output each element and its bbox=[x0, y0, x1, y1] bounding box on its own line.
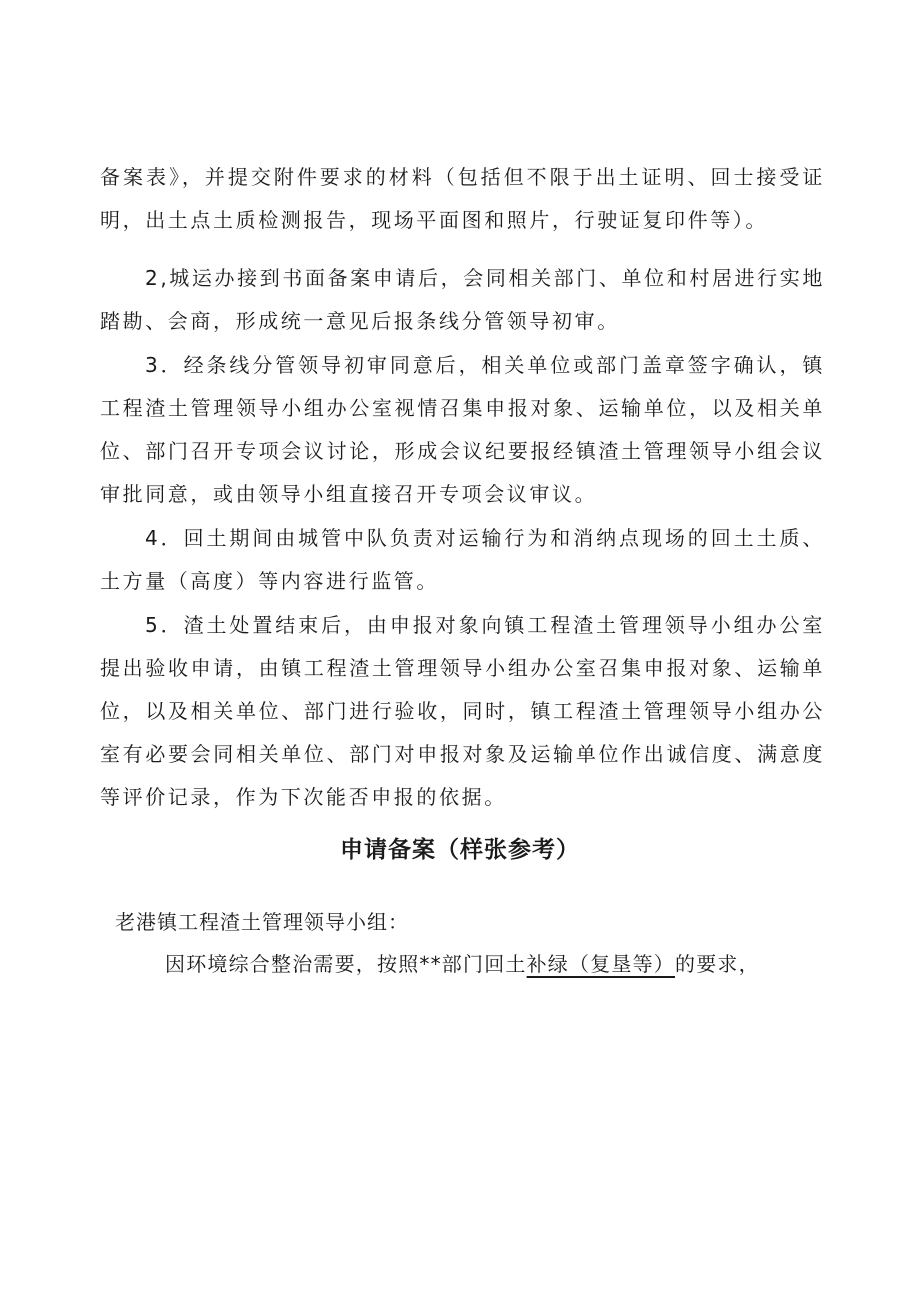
paragraph-step-3: 3．经条线分管领导初审同意后，相关单位或部门盖章签字确认，镇工程渣土管理领导小组办公室视情召集申报对象、运输单位，以及相关单位、部门召开专项会议讨论，形成会议纪要报经镇渣土管理领导小组会议审批同意，或由领导小组直接召开专项会议审议。 bbox=[100, 353, 825, 506]
application-body-line bbox=[165, 944, 760, 984]
paragraph-step-5: 5．渣土处置结束后，由申报对象向镇工程渣土管理领导小组办公室提出验收申请，由镇工程渣土管理领导小组办公室召集申报对象、运输单位，以及相关单位、部门进行验收，同时，镇工程渣土管理领导小组办公室有必要会同相关单位、部门对申报对象及运输单位作出诚信度、满意度等评价记录，作为下次能否申报的依据。 bbox=[100, 613, 825, 809]
body-line-start: 因环境综合整治需要，按照**部门回土 bbox=[165, 952, 527, 976]
addressee: 老港镇工程渣土管理领导小组： bbox=[115, 910, 409, 934]
paragraph-step-2: 2,城运办接到书面备案申请后，会同相关部门、单位和村居进行实地踏勘、会商，形成统一意见后报条线分管领导初审。 bbox=[100, 266, 825, 333]
paragraph-step-4: 4．回土期间由城管中队负责对运输行为和消纳点现场的回土土质、土方量（高度）等内容进行监管。 bbox=[100, 526, 825, 593]
paragraph-materials: 备案表》，并提交附件要求的材料（包括但不限于出土证明、回士接受证明，出土点土质检测报告，现场平面图和照片，行驶证复印件等）。 bbox=[100, 165, 825, 232]
body-line-underlined: 补绿（复垦等） bbox=[526, 952, 676, 976]
body-line-end: 的要求， bbox=[675, 952, 760, 976]
sample-title: 申请备案（样张参考） bbox=[340, 837, 580, 863]
